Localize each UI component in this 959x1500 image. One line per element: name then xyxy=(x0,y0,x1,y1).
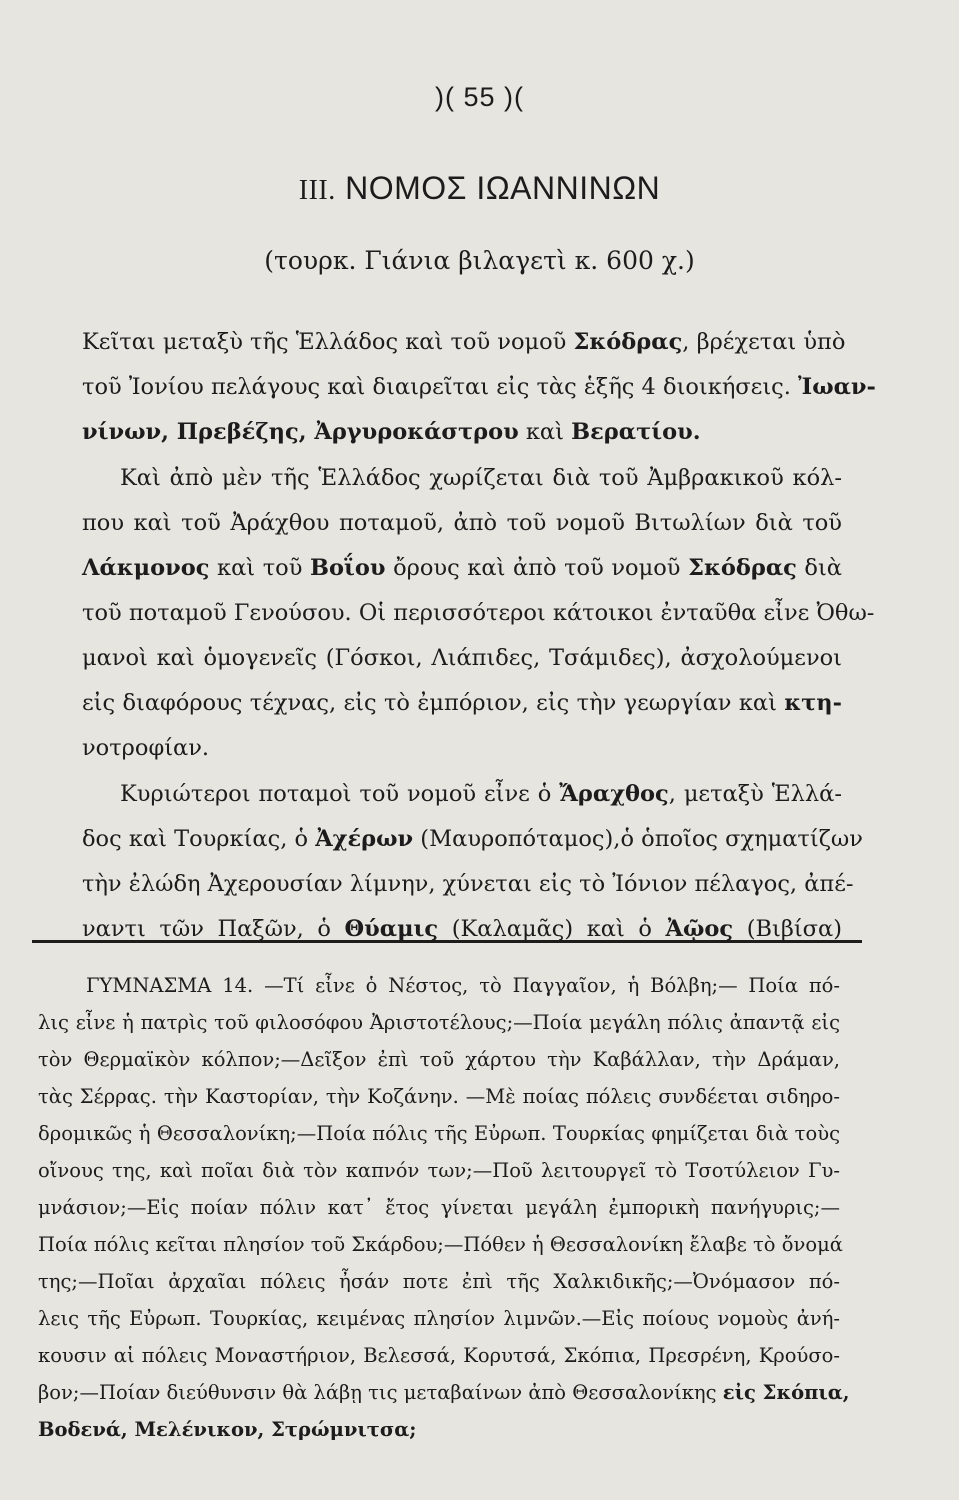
text-line xyxy=(82,869,854,899)
bold-term: Ἄραχθος xyxy=(559,781,669,807)
section-subtitle: (τουρκ. Γιάνια βιλαγετὶ κ. 600 χ.) xyxy=(264,246,695,275)
text-line xyxy=(82,508,842,538)
text-run: οἴνους της, καὶ ποῖαι διὰ τὸν καπνόν των;—Ποῦ λειτουργεῖ τὸ Τσοτύλειον Γυ- xyxy=(38,1159,840,1182)
section-numeral: III. xyxy=(298,175,336,206)
text-line xyxy=(82,417,842,447)
text-run: Κυριώτεροι ποταμοὶ τοῦ νομοῦ εἶνε ὁ xyxy=(120,781,560,807)
bold-term: Λάκμονος xyxy=(82,555,210,581)
text-line xyxy=(38,1158,840,1184)
text-line xyxy=(38,1084,840,1110)
text-line xyxy=(38,1269,840,1295)
footnote-divider xyxy=(32,940,862,943)
text-line xyxy=(82,733,842,763)
text-run: λεις τῆς Εὐρωπ. Τουρκίας, κειμένας πλησίον λιμνῶν.—Εἰς ποίους νομοὺς ἀνή- xyxy=(38,1307,840,1330)
text-run: , βρέχεται ὑπὸ xyxy=(682,329,846,355)
bold-term: Βερατίου. xyxy=(571,419,701,445)
text-run: που καὶ τοῦ Ἀράχθου ποταμοῦ, ἀπὸ τοῦ νομοῦ Βιτωλίων διὰ τοῦ xyxy=(82,510,842,536)
text-line xyxy=(38,973,840,999)
text-run: καὶ τοῦ xyxy=(209,555,310,581)
text-run: μνάσιον;—Εἰς ποίαν πόλιν κατ᾽ ἔτος γίνεται μεγάλη ἐμπορικὴ πανήγυρις;— xyxy=(38,1196,840,1219)
text-line xyxy=(82,327,846,357)
bold-term: νίνων, Πρεβέζης, Ἀργυροκάστρου xyxy=(82,419,519,445)
bold-term: Θύαμις xyxy=(344,916,439,942)
text-run: διὰ xyxy=(796,555,842,581)
text-run: ναντι τῶν Παξῶν, ὁ xyxy=(82,916,345,942)
bold-term: Ἀχέρων xyxy=(315,826,414,852)
text-run: εἰς διαφόρους τέχνας, εἰς τὸ ἐμπόριον, εἰς τὴν γεωργίαν καὶ xyxy=(82,690,785,716)
text-line xyxy=(38,1306,840,1332)
text-run: τὰς Σέρρας. τὴν Καστορίαν, τὴν Κοζάνην. —Μὲ ποίας πόλεις συνδέεται σιδηρο- xyxy=(38,1085,840,1108)
text-run: καὶ xyxy=(518,419,572,445)
text-line xyxy=(82,553,842,583)
section-heading: ΝΟΜΟΣ ΙΩΑΝΝΙΝΩΝ xyxy=(345,170,661,206)
text-run: , μεταξὺ Ἑλλά- xyxy=(668,781,842,807)
bold-term: Σκόδρας xyxy=(573,329,683,355)
text-run: μανοὶ καὶ ὁμογενεῖς (Γόσκοι, Λιάπιδες, Τσάμιδες), ἀσχολούμενοι xyxy=(82,645,842,671)
text-run: ΓΥΜΝΑΣΜΑ 14. —Τί εἶνε ὁ Νέστος, τὸ Παγγαῖον, ἡ Βόλβη;— Ποία πό- xyxy=(86,974,840,997)
text-run: δος καὶ Τουρκίας, ὁ xyxy=(82,826,316,852)
bold-term: Βοδενά, Μελένικον, Στρώμνιτσα; xyxy=(38,1418,417,1441)
page-number: )( 55 )( xyxy=(435,82,524,112)
text-line xyxy=(82,824,863,854)
text-line xyxy=(82,643,842,673)
text-run: (Καλαμᾶς) καὶ ὁ xyxy=(438,916,666,942)
text-line xyxy=(38,1417,840,1443)
text-run: τὴν ἐλώδη Ἀχερουσίαν λίμνην, χύνεται εἰς τὸ Ἰόνιον πέλαγος, ἀπέ- xyxy=(82,871,854,897)
text-line xyxy=(38,1010,840,1036)
text-line xyxy=(82,688,842,718)
text-line xyxy=(38,1195,840,1221)
text-run: (Βιβίσα) xyxy=(733,916,842,942)
text-line xyxy=(38,1380,850,1406)
text-line xyxy=(82,463,842,493)
text-run: τοῦ ποταμοῦ Γενούσου. Οἱ περισσότεροι κάτοικοι ἐνταῦθα εἶνε Ὀθω- xyxy=(82,600,875,626)
text-line xyxy=(82,598,875,628)
text-run: βον;—Ποίαν διεύθυνσιν θὰ λάβῃ τις μεταβαίνων ἀπὸ Θεσσαλονίκης xyxy=(38,1381,723,1404)
text-run: Ποία πόλις κεῖται πλησίον τοῦ Σκάρδου;—Πόθεν ἡ Θεσσαλονίκη ἔλαβε τὸ ὄνομά xyxy=(38,1233,843,1256)
text-line xyxy=(82,372,876,402)
text-run: νοτροφίαν. xyxy=(82,735,210,761)
text-run: λις εἶνε ἡ πατρὶς τοῦ φιλοσόφου Ἀριστοτέλους;—Ποία μεγάλη πόλις ἀπαντᾷ εἰς xyxy=(38,1011,840,1034)
bold-term: εἰς Σκόπια, xyxy=(722,1381,850,1404)
text-run: Καὶ ἀπὸ μὲν τῆς Ἑλλάδος χωρίζεται διὰ τοῦ Ἀμβρακικοῦ κόλ- xyxy=(120,465,842,491)
text-run: τοῦ Ἰονίου πελάγους καὶ διαιρεῖται εἰς τὰς ἑξῆς 4 διοικήσεις. xyxy=(82,374,799,400)
bold-term: Ἰωαν- xyxy=(798,374,876,400)
section-title xyxy=(0,170,959,207)
text-run: της;—Ποῖαι ἀρχαῖαι πόλεις ἦσάν ποτε ἐπὶ τῆς Χαλκιδικῆς;—Ὀνόμασον πό- xyxy=(38,1270,840,1293)
bold-term: Σκόδρας xyxy=(688,555,797,581)
text-run: (Μαυροπόταμος),ὁ ὁποῖος σχηματίζων xyxy=(413,826,863,852)
text-run: δρομικῶς ἡ Θεσσαλονίκη;—Ποία πόλις τῆς Εὐρωπ. Τουρκίας φημίζεται διὰ τοὺς xyxy=(38,1122,840,1145)
text-run: Κεῖται μεταξὺ τῆς Ἑλλάδος καὶ τοῦ νομοῦ xyxy=(82,329,574,355)
bold-term: Ἀῷος xyxy=(665,916,734,942)
bold-term: Βοΐου xyxy=(309,555,386,581)
text-run: τὸν Θερμαϊκὸν κόλπον;—Δεῖξον ἐπὶ τοῦ χάρτου τὴν Καβάλλαν, τὴν Δράμαν, xyxy=(38,1048,840,1071)
text-line xyxy=(38,1232,843,1258)
text-line xyxy=(38,1121,840,1147)
text-run: κουσιν αἱ πόλεις Μοναστήριον, Βελεσσά, Κορυτσά, Σκόπια, Πρεσρένη, Κρούσο- xyxy=(38,1344,840,1367)
text-line xyxy=(38,1343,840,1369)
text-run: ὄρους καὶ ἀπὸ τοῦ νομοῦ xyxy=(385,555,689,581)
bold-term: κτη- xyxy=(784,690,842,716)
text-line xyxy=(82,779,842,809)
text-line xyxy=(38,1047,840,1073)
